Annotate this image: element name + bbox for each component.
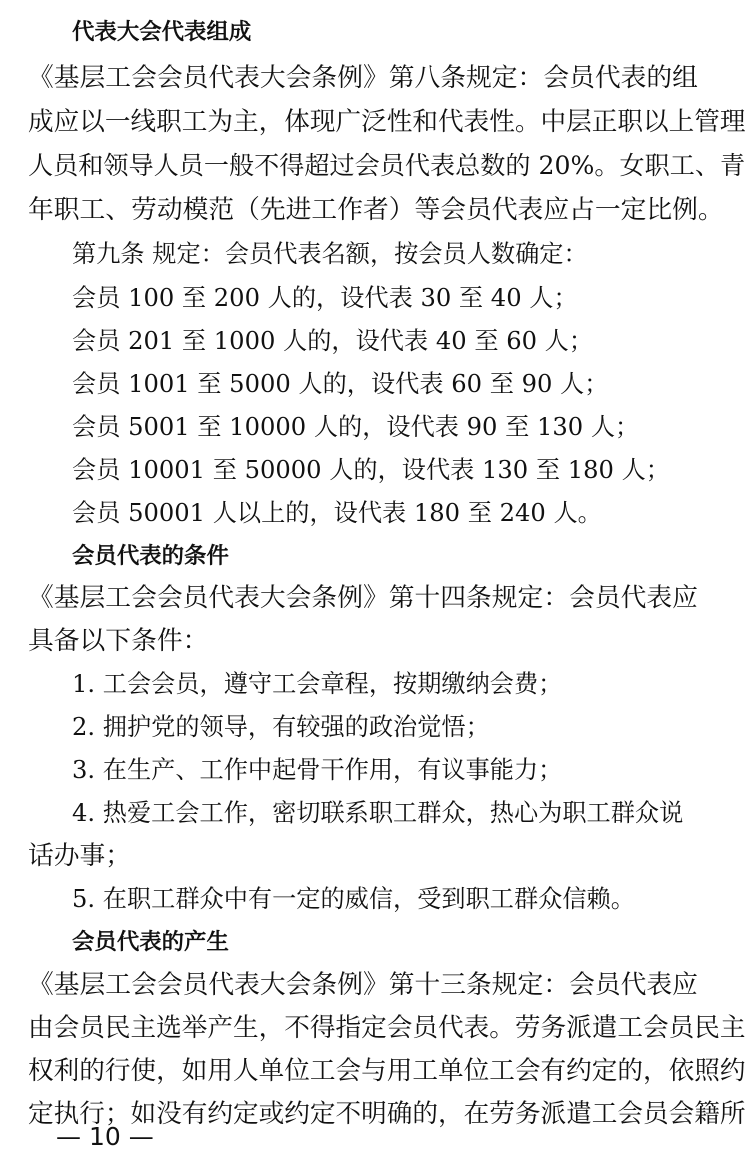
paragraph-line: 《基层工会会员代表大会条例》第十三条规定：会员代表应 [28, 970, 698, 1000]
section-heading: 会员代表的产生 [72, 929, 229, 955]
section-heading: 代表大会代表组成 [72, 19, 252, 45]
paragraph-line: 第九条 规定：会员代表名额，按会员人数确定： [72, 240, 588, 268]
paragraph-line: 人员和领导人员一般不得超过会员代表总数的 20%。女职工、青 [28, 151, 746, 180]
paragraph-line: 年职工、劳动模范（先进工作者）等会员代表应占一定比例。 [28, 195, 724, 225]
paragraph-line: 《基层工会会员代表大会条例》第十四条规定：会员代表应 [28, 583, 698, 613]
list-item: 1. 工会会员，遵守工会章程，按期缴纳会费； [72, 670, 563, 698]
list-item: 5. 在职工群众中有一定的威信，受到职工群众信赖。 [72, 885, 635, 913]
paragraph-line: 权利的行使，如用人单位工会与用工单位工会有约定的，依照约 [28, 1056, 746, 1086]
paragraph-line: 由会员民主选举产生，不得指定会员代表。劳务派遣工会员民主 [28, 1013, 746, 1043]
quota-line: 会员 201 至 1000 人的，设代表 40 至 60 人； [72, 327, 594, 355]
list-item-continuation: 话办事； [28, 841, 132, 871]
quota-line: 会员 10001 至 50000 人的，设代表 130 至 180 人； [72, 456, 670, 484]
paragraph-line: 成应以一线职工为主，体现广泛性和代表性。中层正职以上管理 [28, 107, 746, 137]
list-item: 2. 拥护党的领导，有较强的政治觉悟； [72, 713, 490, 741]
paragraph-line: 定执行；如没有约定或约定不明确的，在劳务派遣工会员会籍所 [28, 1099, 746, 1129]
list-item: 4. 热爱工会工作，密切联系职工群众，热心为职工群众说 [72, 799, 684, 827]
paragraph-line: 具备以下条件： [28, 626, 209, 656]
quota-line: 会员 100 至 200 人的，设代表 30 至 40 人； [72, 284, 578, 312]
list-item: 3. 在生产、工作中起骨干作用，有议事能力； [72, 756, 563, 784]
section-heading: 会员代表的条件 [72, 543, 229, 569]
quota-line: 会员 5001 至 10000 人的，设代表 90 至 130 人； [72, 413, 640, 441]
page-number: — 10 — [56, 1122, 154, 1151]
paragraph-line: 《基层工会会员代表大会条例》第八条规定：会员代表的组 [28, 63, 698, 93]
quota-line: 会员 50001 人以上的，设代表 180 至 240 人。 [72, 499, 602, 527]
quota-line: 会员 1001 至 5000 人的，设代表 60 至 90 人； [72, 370, 609, 398]
